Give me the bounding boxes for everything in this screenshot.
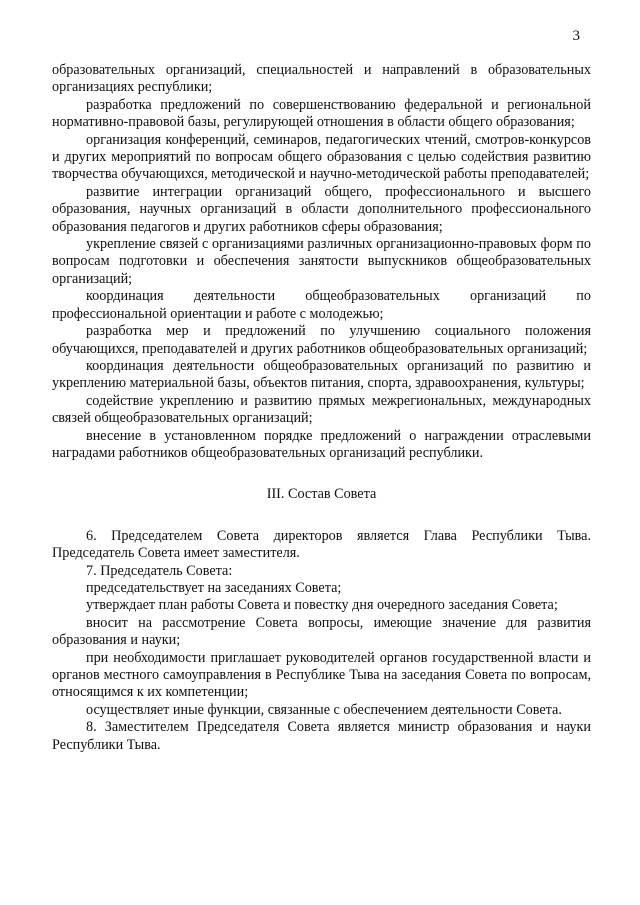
paragraph: председательствует на заседаниях Совета; xyxy=(86,579,342,596)
document-body xyxy=(52,62,591,754)
paragraph: разработка предложений по совершенствованию федеральной и региональной нормативно-правовой базы, регулирующей отношения в области общего образования; xyxy=(52,96,591,131)
paragraph: вносит на рассмотрение Совета вопросы, имеющие значение для развития образования и науки; xyxy=(52,614,591,649)
paragraph: развитие интеграции организаций общего, профессионального и высшего образования, научных организаций в области дополнительного профессионального образования педагогов и других работников сферы образования; xyxy=(52,183,591,235)
paragraph: разработка мер и предложений по улучшению социального положения обучающихся, преподавателей и других работников общеобразовательных организаций; xyxy=(52,323,591,357)
section-title: III. Состав Совета xyxy=(266,486,377,503)
paragraph: 7. Председатель Совета: xyxy=(86,562,233,579)
paragraph: образовательных организаций, специальностей и направлений в образовательных организациях республики; xyxy=(52,62,591,96)
paragraph: содействие укреплению и развитию прямых межрегиональных, международных связей общеобразовательных организаций; xyxy=(52,392,591,427)
paragraph: утверждает план работы Совета и повестку дня очередного заседания Совета; xyxy=(86,597,558,614)
paragraph: осуществляет иные функции, связанные с обеспечением деятельности Совета. xyxy=(86,701,562,718)
paragraph: 8. Заместителем Председателя Совета является министр образования и науки Республики Тыва. xyxy=(52,719,591,753)
paragraph: укрепление связей с организациями различных организационно-правовых форм по вопросам подготовки и обеспечения занятости выпускников общеобразовательных организаций; xyxy=(52,236,591,287)
paragraph: внесение в установленном порядке предложений о награждении отраслевыми наградами работников общеобразовательных организаций республики. xyxy=(52,427,591,461)
paragraph: при необходимости приглашает руководителей органов государственной власти и органов местного самоуправления в Республике Тыва на заседания Совета по вопросам, относящимся к их компетенции; xyxy=(52,649,591,701)
paragraph: 6. Председателем Совета директоров является Глава Республики Тыва. Председатель Совета имеет заместителя. xyxy=(52,527,591,562)
page-number: 3 xyxy=(572,28,580,44)
paragraph: организация конференций, семинаров, педагогических чтений, смотров-конкурсов и других мероприятий по вопросам общего образования с целью содействия развитию творчества обучающихся, методической и научно-методической работы преподавателей; xyxy=(52,131,591,183)
paragraph: координация деятельности общеобразовательных организаций по развитию и укреплению материальной базы, объектов питания, спорта, здравоохранения, культуры; xyxy=(52,357,591,392)
paragraph: координация деятельности общеобразовательных организаций по профессиональной ориентации и работе с молодежью; xyxy=(52,288,591,322)
